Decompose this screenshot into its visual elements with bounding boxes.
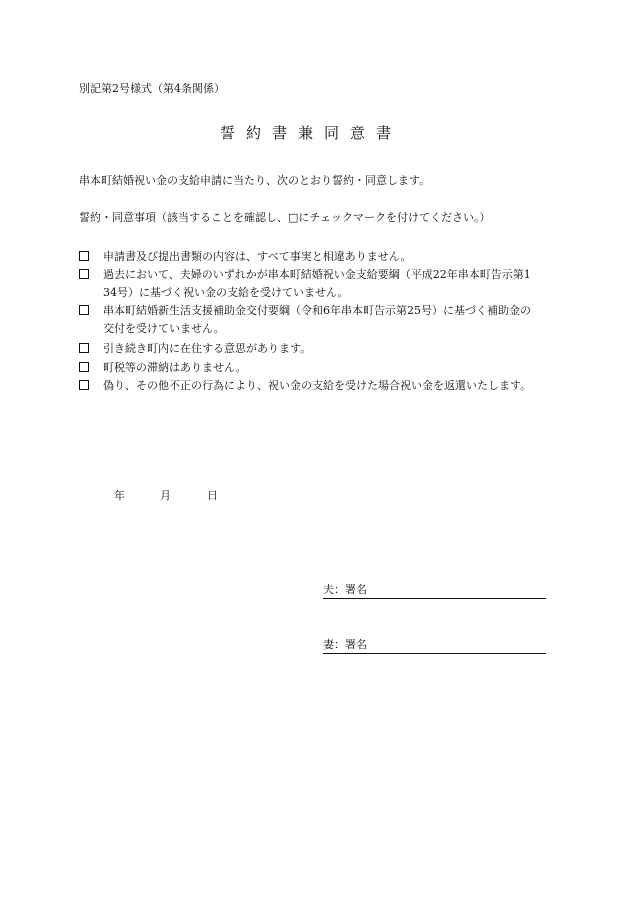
checklist-item-text: 偽り、その他不正の行為により、祝い金の支給を受けた場合祝い金を返還いたします。 xyxy=(103,379,532,392)
checkbox[interactable] xyxy=(79,251,89,261)
checkbox[interactable] xyxy=(79,362,89,372)
checkbox[interactable] xyxy=(79,305,89,315)
date-year-label: 年 xyxy=(114,489,125,502)
document-title: 誓約書兼同意書 xyxy=(220,124,403,142)
checklist-item-text-continued: 交付を受けていません。 xyxy=(103,322,225,335)
form-number: 別記第2号様式（第4条関係） xyxy=(79,82,225,95)
checklist-item-text: 串本町結婚新生活支援補助金交付要綱（令和6年串本町告示第25号）に基づく補助金の xyxy=(103,304,531,317)
wife-signature-line[interactable] xyxy=(323,639,546,654)
checkbox[interactable] xyxy=(79,343,89,353)
checklist-item-text: 引き続き町内に在住する意思があります。 xyxy=(103,342,312,355)
checkbox[interactable] xyxy=(79,380,89,390)
checkbox[interactable] xyxy=(79,269,89,279)
husband-signature-line[interactable] xyxy=(323,584,546,599)
date-day-label: 日 xyxy=(207,489,218,502)
intro-statement: 串本町結婚祝い金の支給申請に当たり、次のとおり誓約・同意します。 xyxy=(79,174,431,187)
checklist-item-text: 申請書及び提出書類の内容は、すべて事実と相違ありません。 xyxy=(103,250,412,263)
checklist-item-text: 過去において、夫婦のいずれかが串本町結婚祝い金支給要綱（平成22年串本町告示第1 xyxy=(103,268,531,281)
wife-signature-label: 妻：署名 xyxy=(323,638,367,651)
checklist-item-text: 町税等の滞納はありません。 xyxy=(103,361,247,374)
date-month-label: 月 xyxy=(160,489,171,502)
checklist-item-text-continued: 34号）に基づく祝い金の支給を受けていません。 xyxy=(103,286,349,299)
husband-signature-label: 夫：署名 xyxy=(323,583,367,596)
items-heading: 誓約・同意事項（該当することを確認し、□にチェックマークを付けてください。） xyxy=(79,211,491,224)
